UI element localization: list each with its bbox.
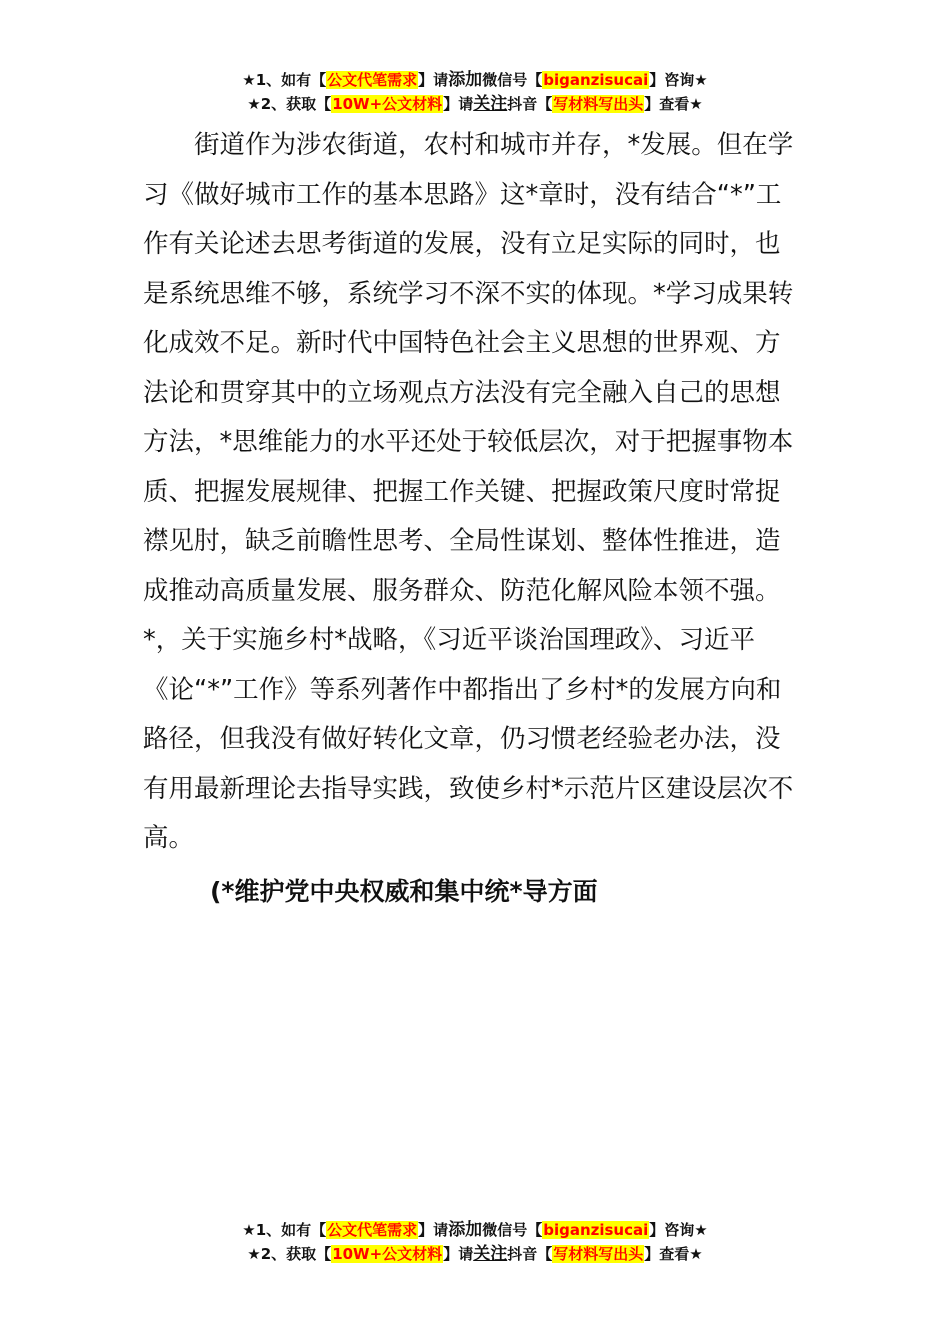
- banner-text: 2、获取【: [260, 1245, 332, 1263]
- banner-text: 抖音【: [507, 1245, 553, 1263]
- banner-text: 】请: [418, 1221, 449, 1239]
- banner-line-2: [0, 92, 950, 116]
- banner-text: 1、如有【: [255, 71, 327, 89]
- header-banner: [0, 68, 950, 116]
- banner-text: 添加: [448, 70, 483, 90]
- star-icon: ★: [247, 1245, 261, 1263]
- body-line: 襟见肘，缺乏前瞻性思考、全局性谋划、整体性推进，造: [143, 526, 781, 556]
- banner-line-1: [0, 1218, 950, 1242]
- banner-text: 关注: [473, 1244, 508, 1264]
- body-line: 质、把握发展规律、把握工作关键、把握政策尺度时常捉: [143, 476, 781, 507]
- body-line: 路径，但我没有做好转化文章，仍习惯老经验老办法，没: [143, 724, 781, 754]
- body-line: 有用最新理论去指导实践，致使乡村*示范片区建设层次不: [143, 773, 794, 804]
- star-icon: ★: [242, 1221, 256, 1239]
- highlight-service: 公文代笔需求: [327, 71, 418, 89]
- body-line: 方法，*思维能力的水平还处于较低层次，对于把握事物本: [143, 427, 794, 457]
- star-icon: ★: [247, 95, 261, 113]
- banner-text: 】咨询: [649, 71, 695, 89]
- star-icon: ★: [689, 1245, 703, 1263]
- body-paragraph: [143, 121, 809, 864]
- body-line: 街道作为涉农街道，农村和城市并存，*发展。但在学: [143, 130, 794, 160]
- body-line: 法论和贯穿其中的立场观点方法没有完全融入自己的思想: [143, 377, 781, 408]
- body-line: 作有关论述去思考街道的发展，没有立足实际的同时，也: [143, 229, 781, 259]
- star-icon: ★: [689, 95, 703, 113]
- body-line: 成推动高质量发展、服务群众、防范化解风险本领不强。: [143, 575, 781, 606]
- body-line: 《论“*”工作》等系列著作中都指出了乡村*的发展方向和: [143, 674, 782, 705]
- footer-banner: [0, 1218, 950, 1266]
- body-line: 习《做好城市工作的基本思路》这*章时，没有结合“*”工: [143, 179, 782, 210]
- star-icon: ★: [242, 71, 256, 89]
- star-icon: ★: [694, 71, 708, 89]
- banner-text: 】查看: [644, 1245, 690, 1263]
- wechat-id: biganzisucai: [543, 71, 649, 89]
- body-line: 化成效不足。新时代中国特色社会主义思想的世界观、方: [143, 328, 781, 358]
- banner-text: 抖音【: [507, 95, 553, 113]
- star-icon: ★: [694, 1221, 708, 1239]
- banner-text: 】请: [418, 71, 449, 89]
- section-heading: (*维护党中央权威和集中统*导方面: [210, 877, 598, 906]
- douyin-account: 写材料写出头: [553, 1245, 644, 1263]
- body-line: 高。: [143, 823, 195, 853]
- banner-text: 】咨询: [649, 1221, 695, 1239]
- banner-text: 】查看: [644, 95, 690, 113]
- body-line: *，关于实施乡村*战略，《习近平谈治国理政》、习近平: [143, 625, 756, 655]
- banner-text: 微信号【: [482, 1221, 543, 1239]
- banner-text: 微信号【: [482, 71, 543, 89]
- banner-text: 添加: [448, 1220, 483, 1240]
- highlight-service: 公文代笔需求: [327, 1221, 418, 1239]
- highlight-material: 10W+公文材料: [332, 95, 443, 113]
- body-line: 是系统思维不够，系统学习不深不实的体现。*学习成果转: [143, 278, 794, 309]
- wechat-id: biganzisucai: [543, 1221, 649, 1239]
- banner-text: 2、获取【: [260, 95, 332, 113]
- douyin-account: 写材料写出头: [553, 95, 644, 113]
- banner-line-2: [0, 1242, 950, 1266]
- highlight-material: 10W+公文材料: [332, 1245, 443, 1263]
- banner-text: 关注: [473, 94, 508, 114]
- banner-text: 1、如有【: [255, 1221, 327, 1239]
- banner-text: 】请: [443, 1245, 474, 1263]
- banner-line-1: [0, 68, 950, 92]
- banner-text: 】请: [443, 95, 474, 113]
